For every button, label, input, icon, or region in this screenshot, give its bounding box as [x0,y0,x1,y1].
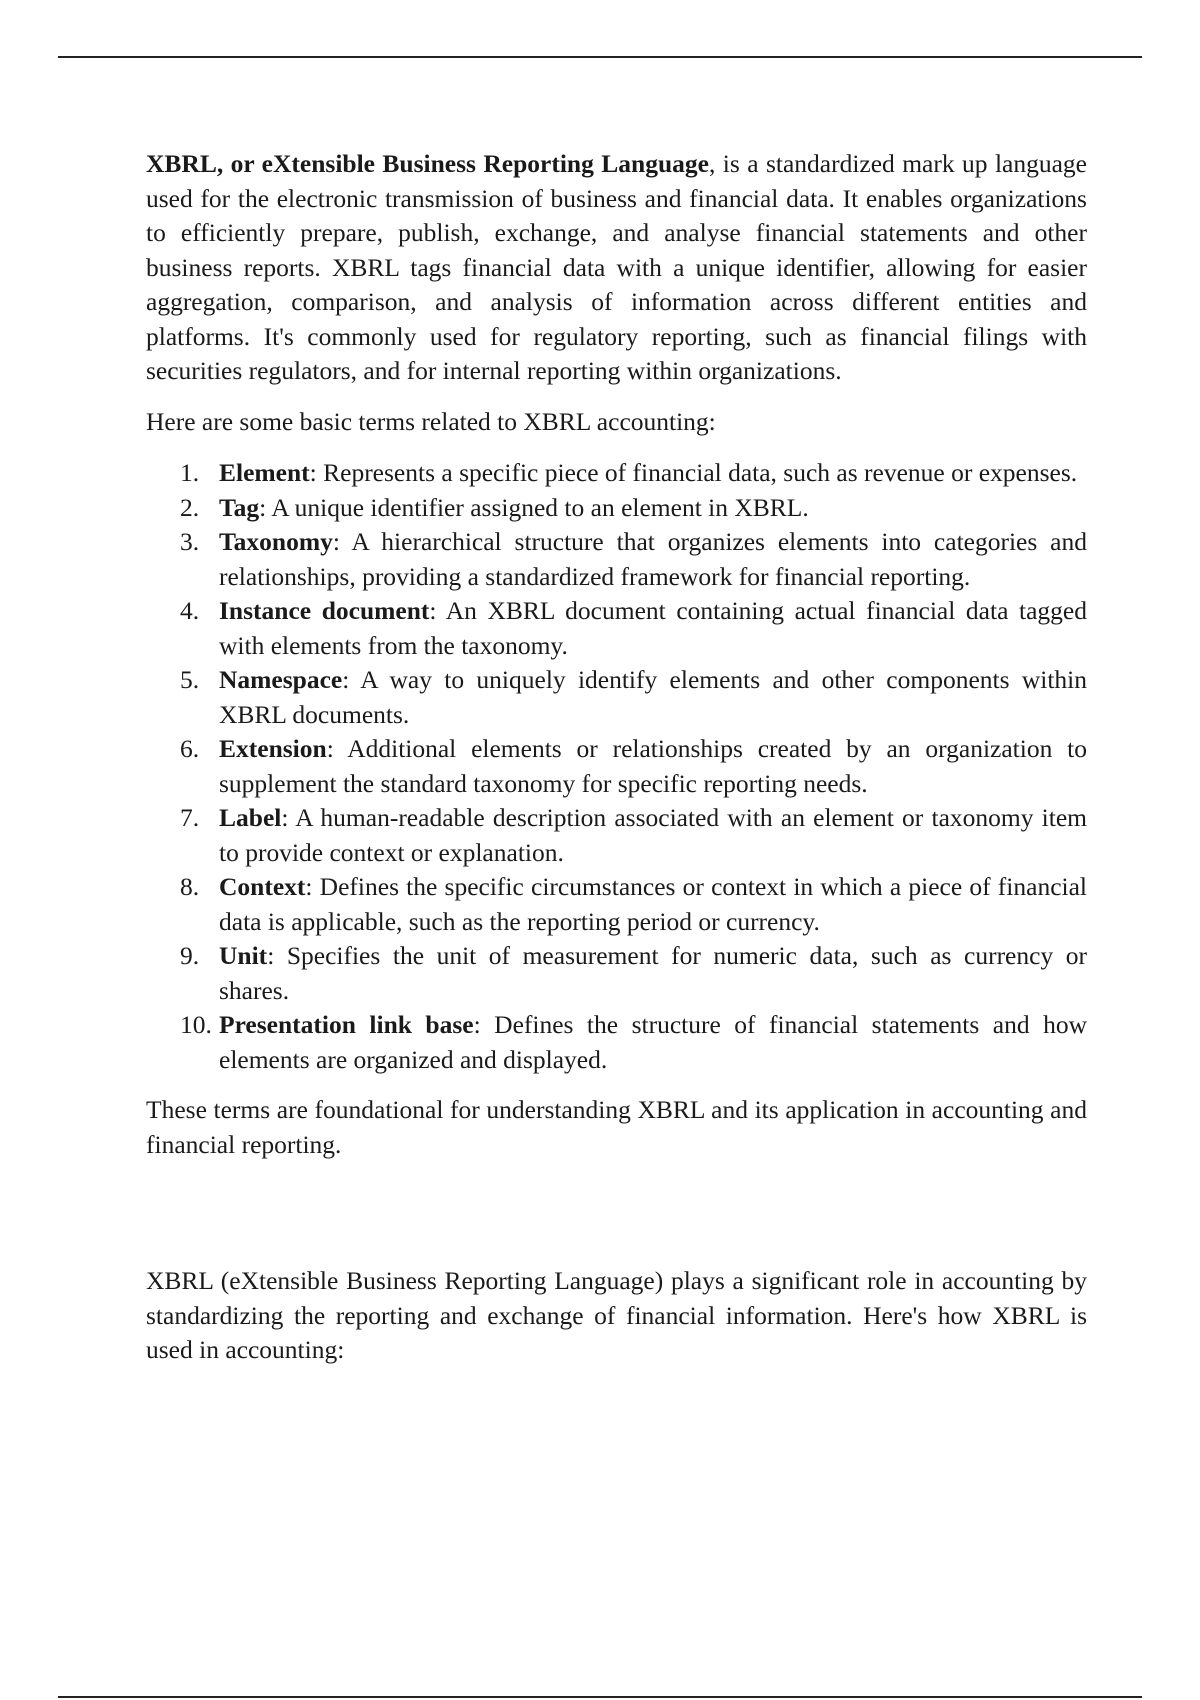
list-item-term: Extension [219,734,327,763]
list-item-term: Element [219,458,310,487]
list-item-term: Unit [219,941,268,970]
list-item-number: 10. [180,1010,212,1039]
list-item-number: 6. [180,734,200,763]
list-item-term: Presentation link base [219,1010,474,1039]
document-body [146,147,1087,1368]
list-item [146,456,1087,491]
list-item [146,663,1087,732]
list-item-definition: : A unique identifier assigned to an element in XBRL. [259,492,809,522]
terms-lead-paragraph: Here are some basic terms related to XBRL accounting: [146,406,716,436]
list-item [146,525,1087,594]
list-item [146,491,1087,526]
list-item-number: 8. [180,872,200,901]
list-item-definition: : Defines the structure of financial statements and how elements are organized and displayed. [219,1010,1087,1074]
list-item-number: 7. [180,803,200,832]
list-item [146,1008,1087,1077]
list-item-definition: : Additional elements or relationships created by an organization to supplement the standard taxonomy for specific reporting needs. [219,734,1087,798]
list-item-number: 5. [180,665,200,694]
list-item-definition: : An XBRL document containing actual financial data tagged with elements from the taxonomy. [219,596,1087,660]
list-item-number: 1. [180,458,200,487]
list-item-term: Namespace [219,665,343,694]
list-item-number: 2. [180,492,200,522]
header-rule [58,56,1142,58]
list-item [146,732,1087,801]
list-item [146,801,1087,870]
list-item-number: 3. [180,527,200,556]
terms-list [146,456,1087,1077]
list-item-definition: : A human-readable description associated with an element or taxonomy item to provide context or explanation. [219,803,1087,867]
list-item [146,870,1087,939]
list-item [146,594,1087,663]
intro-text: , is a standardized mark up language used for the electronic transmission of business and financial data. It enables organizations to efficiently prepare, publish, exchange, and analyse financial statements and other business reports. XBRL tags financial data with a unique identifier, allowing for easier aggregation, comparison, and analysis of information across different entities and platforms. It's commonly used for regulatory reporting, such as financial filings with securities regulators, and for internal reporting within organizations. [146,149,1087,385]
list-item-term: Label [219,803,282,832]
footer-rule [58,1696,1142,1698]
list-item-term: Context [219,872,306,901]
usage-paragraph: XBRL (eXtensible Business Reporting Language) plays a significant role in accounting by standardizing the reporting and exchange of financial information. Here's how XBRL is used in accounting: [146,1266,1087,1364]
list-item-definition: : A hierarchical structure that organizes elements into categories and relationships, providing a standardized framework for financial reporting. [219,527,1087,591]
list-item-term: Instance document [219,596,430,625]
list-item-definition: : Specifies the unit of measurement for numeric data, such as currency or shares. [219,941,1087,1005]
list-item-definition: : Represents a specific piece of financial data, such as revenue or expenses. [309,458,1078,487]
list-item-definition: : Defines the specific circumstances or context in which a piece of financial data is applicable, such as the reporting period or currency. [219,872,1087,936]
list-item-number: 4. [180,596,200,625]
intro-bold-title: XBRL, or eXtensible Business Reporting Language [146,149,709,178]
list-item-term: Tag [219,492,260,522]
list-item-definition: : A way to uniquely identify elements and other components within XBRL documents. [219,665,1087,729]
closing-paragraph: These terms are foundational for understanding XBRL and its application in accounting and financial reporting. [146,1095,1087,1159]
list-item-term: Taxonomy [219,527,333,556]
list-item [146,939,1087,1008]
intro-paragraph [146,147,1087,389]
list-item-number: 9. [180,941,200,970]
